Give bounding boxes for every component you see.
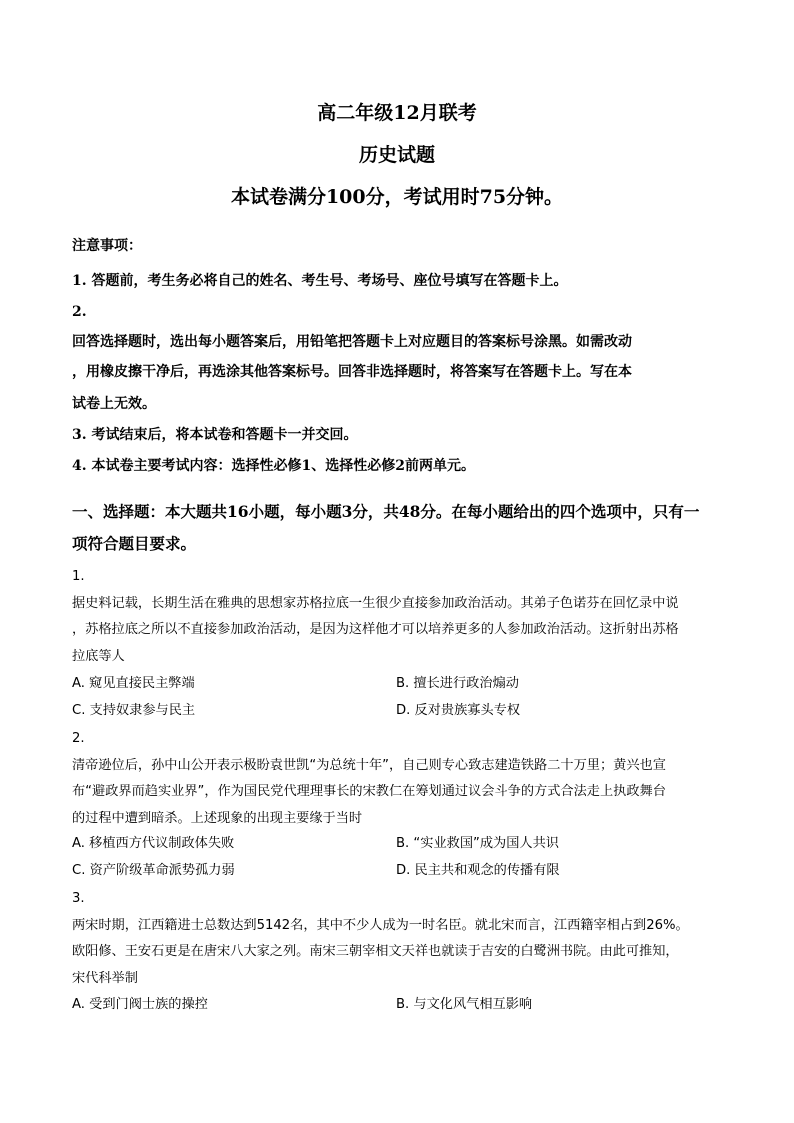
notice-item-2-number: 2. — [72, 304, 87, 320]
question-stem-line: 两宋时期，江西籍进士总数达到5142名，其中不少人成为一时名臣。就北宋而言，江西籍宰相占到26%。 — [72, 917, 689, 933]
question-2-option-a: A. 移植西方代议制政体失败 — [72, 836, 235, 851]
question-number: 2. — [72, 731, 85, 746]
question-2-option-c: C. 资产阶级革命派势孤力弱 — [72, 863, 235, 878]
question-2-option-d: D. 民主共和观念的传播有限 — [396, 863, 560, 878]
notice-item-2-line-3: 试卷上无效。 — [72, 396, 156, 412]
notice-item-3: 3. 考试结束后，将本试卷和答题卡一并交回。 — [72, 427, 358, 443]
question-1-option-d: D. 反对贵族寡头专权 — [396, 703, 521, 718]
section-heading-line-2: 项符合题目要求。 — [72, 534, 197, 553]
exam-title: 高二年级12月联考 — [317, 102, 477, 124]
question-stem-line: 据史料记载，长期生活在雅典的思想家苏格拉底一生很少直接参加政治活动。其弟子色诺芬在回忆录中说 — [72, 595, 679, 611]
question-1 — [72, 564, 724, 670]
question-stem-line: 的过程中遭到暗杀。上述现象的出现主要缘于当时 — [72, 810, 363, 826]
question-1-option-c: C. 支持奴隶参与民主 — [72, 703, 196, 718]
question-3 — [72, 886, 724, 992]
question-number: 1. — [72, 569, 85, 584]
question-stem-line: ，苏格拉底之所以不直接参加政治活动，是因为这样他才可以培养更多的人参加政治活动。这折射出苏格 — [72, 622, 679, 637]
notice-item-4: 4. 本试卷主要考试内容：选择性必修1、选择性必修2前两单元。 — [72, 458, 475, 474]
notice-item-2-line-1: 回答选择题时，选出每小题答案后，用铅笔把答题卡上对应题目的答案标号涂黑。如需改动 — [72, 334, 632, 350]
exam-info: 本试卷满分100分，考试用时75分钟。 — [230, 186, 564, 208]
question-1-option-b: B. 擅长进行政治煽动 — [396, 676, 519, 691]
question-3-option-a: A. 受到门阀士族的操控 — [72, 997, 208, 1012]
question-1-option-a: A. 窥见直接民主弊端 — [72, 676, 195, 691]
question-stem-line: 宋代科举制 — [72, 970, 138, 986]
question-2-option-b: B. “实业救国”成为国人共识 — [396, 836, 559, 851]
question-2 — [72, 726, 724, 832]
question-stem-line: 清帝逊位后，孙中山公开表示极盼袁世凯“为总统十年”，自己则专心致志建造铁路二十万里；黄兴也宣 — [72, 757, 666, 773]
question-stem-line: 布“避政界而趋实业界”，作为国民党代理理事长的宋教仁在筹划通过议会斗争的方式合法走上执政舞台 — [72, 784, 666, 799]
question-3-option-b: B. 与文化风气相互影响 — [396, 997, 533, 1012]
question-stem-line: 欧阳修、王安石更是在唐宋八大家之列。南宋三朝宰相文天祥也就读于吉安的白鹭洲书院。由此可推知， — [72, 944, 679, 959]
subject-title: 历史试题 — [358, 144, 435, 166]
notice-heading: 注意事项： — [72, 238, 142, 254]
notice-item-2-line-2: ，用橡皮擦干净后，再选涂其他答案标号。回答非选择题时，将答案写在答题卡上。写在本 — [72, 364, 632, 380]
question-stem-line: 拉底等人 — [72, 648, 125, 664]
notice-item-1: 1. 答题前，考生务必将自己的姓名、考生号、考场号、座位号填写在答题卡上。 — [72, 273, 568, 289]
section-heading-line-1: 一、选择题：本大题共16小题，每小题3分，共48分。在每小题给出的四个选项中，只有一 — [72, 502, 700, 521]
question-number: 3. — [72, 891, 85, 906]
